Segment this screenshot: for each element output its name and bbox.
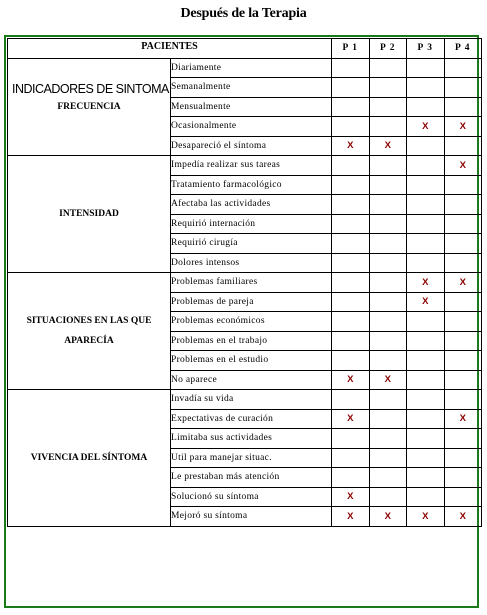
mark-cell-p4: [444, 292, 482, 312]
indicator-label: Problemas en el trabajo: [171, 331, 332, 351]
mark-cell-p2: [369, 409, 407, 429]
mark-cell-p2: [369, 97, 407, 117]
mark-cell-p3: X: [407, 273, 445, 293]
mark-cell-p2: [369, 312, 407, 332]
mark-cell-p3: [407, 468, 445, 488]
mark-cell-p2: [369, 117, 407, 137]
indicator-label: Limitaba sus actividades: [171, 429, 332, 449]
group-label: SITUACIONES EN LAS QUE APARECÍA: [8, 273, 171, 390]
mark-cell-p4: [444, 390, 482, 410]
mark-cell-p2: [369, 468, 407, 488]
mark-cell-p4: [444, 331, 482, 351]
mark-cell-p1: [332, 468, 370, 488]
mark-cell-p2: [369, 429, 407, 449]
indicator-label: Ocasionalmente: [171, 117, 332, 137]
mark-cell-p1: [332, 351, 370, 371]
mark-cell-p2: X: [369, 507, 407, 527]
mark-cell-p2: X: [369, 136, 407, 156]
indicator-label: Util para manejar situac.: [171, 448, 332, 468]
mark-cell-p1: X: [332, 136, 370, 156]
mark-cell-p3: [407, 390, 445, 410]
indicator-label: Afectaba las actividades: [171, 195, 332, 215]
indicator-label: Solucionó su síntoma: [171, 487, 332, 507]
symptom-table: [7, 38, 482, 527]
mark-cell-p3: [407, 175, 445, 195]
mark-cell-p3: [407, 351, 445, 371]
mark-cell-p3: [407, 448, 445, 468]
mark-cell-p4: [444, 351, 482, 371]
mark-cell-p4: [444, 468, 482, 488]
mark-cell-p1: X: [332, 507, 370, 527]
mark-cell-p4: [444, 253, 482, 273]
indicator-label: Semanalmente: [171, 78, 332, 98]
indicadores-label: INDICADORES DE SINTOMA: [12, 82, 169, 96]
mark-cell-p1: X: [332, 487, 370, 507]
header-row: [8, 39, 482, 59]
mark-cell-p4: [444, 78, 482, 98]
mark-cell-p2: [369, 214, 407, 234]
table-row: [8, 156, 482, 176]
mark-cell-p2: [369, 448, 407, 468]
mark-cell-p4: [444, 58, 482, 78]
mark-cell-p3: [407, 97, 445, 117]
mark-cell-p1: [332, 292, 370, 312]
patient-header-p3: P 3: [407, 39, 445, 59]
mark-cell-p1: [332, 390, 370, 410]
mark-cell-p4: [444, 195, 482, 215]
mark-cell-p2: [369, 273, 407, 293]
mark-cell-p4: [444, 214, 482, 234]
indicator-label: Expectativas de curación: [171, 409, 332, 429]
mark-cell-p1: [332, 156, 370, 176]
mark-cell-p2: [369, 58, 407, 78]
mark-cell-p3: [407, 195, 445, 215]
mark-cell-p4: [444, 429, 482, 449]
mark-cell-p3: X: [407, 117, 445, 137]
mark-cell-p1: [332, 429, 370, 449]
mark-cell-p1: X: [332, 409, 370, 429]
indicator-label: Problemas familiares: [171, 273, 332, 293]
indicator-label: No aparece: [171, 370, 332, 390]
mark-cell-p4: X: [444, 156, 482, 176]
mark-cell-p1: [332, 195, 370, 215]
mark-cell-p3: [407, 214, 445, 234]
mark-cell-p3: [407, 234, 445, 254]
mark-cell-p3: [407, 429, 445, 449]
mark-cell-p3: [407, 487, 445, 507]
group-label: FRECUENCIA: [8, 58, 171, 156]
mark-cell-p1: [332, 117, 370, 137]
group-label: VIVENCIA DEL SÍNTOMA: [8, 390, 171, 527]
mark-cell-p1: [332, 214, 370, 234]
indicator-label: Problemas económicos: [171, 312, 332, 332]
mark-cell-p2: [369, 253, 407, 273]
mark-cell-p3: X: [407, 507, 445, 527]
mark-cell-p1: [332, 234, 370, 254]
mark-cell-p4: X: [444, 507, 482, 527]
mark-cell-p2: [369, 331, 407, 351]
patient-header-p1: P 1: [332, 39, 370, 59]
mark-cell-p3: X: [407, 292, 445, 312]
mark-cell-p1: [332, 58, 370, 78]
table-row: [8, 273, 482, 293]
indicator-label: Problemas de pareja: [171, 292, 332, 312]
mark-cell-p1: [332, 448, 370, 468]
mark-cell-p3: [407, 253, 445, 273]
indicator-label: Mensualmente: [171, 97, 332, 117]
mark-cell-p2: [369, 156, 407, 176]
mark-cell-p4: [444, 448, 482, 468]
mark-cell-p2: [369, 195, 407, 215]
indicator-label: Impedía realizar sus tareas: [171, 156, 332, 176]
mark-cell-p2: [369, 292, 407, 312]
mark-cell-p2: [369, 234, 407, 254]
mark-cell-p2: X: [369, 370, 407, 390]
mark-cell-p4: [444, 97, 482, 117]
indicator-label: Invadía su vida: [171, 390, 332, 410]
indicator-label: Desapareció el síntoma: [171, 136, 332, 156]
mark-cell-p1: [332, 78, 370, 98]
indicator-label: Mejoró su síntoma: [171, 507, 332, 527]
mark-cell-p1: [332, 312, 370, 332]
mark-cell-p1: [332, 175, 370, 195]
mark-cell-p2: [369, 175, 407, 195]
pacientes-label: PACIENTES: [141, 41, 198, 52]
table-row: [8, 58, 482, 78]
mark-cell-p3: [407, 312, 445, 332]
mark-cell-p2: [369, 487, 407, 507]
mark-cell-p2: [369, 78, 407, 98]
indicator-label: Diariamente: [171, 58, 332, 78]
group-label: INTENSIDAD: [8, 156, 171, 273]
indicator-label: Requirió cirugía: [171, 234, 332, 254]
indicator-label: Tratamiento farmacológico: [171, 175, 332, 195]
mark-cell-p3: [407, 78, 445, 98]
mark-cell-p1: [332, 253, 370, 273]
indicator-label: Requirió internación: [171, 214, 332, 234]
mark-cell-p1: [332, 273, 370, 293]
mark-cell-p4: [444, 370, 482, 390]
mark-cell-p4: [444, 487, 482, 507]
mark-cell-p3: [407, 156, 445, 176]
indicator-label: Problemas en el estudio: [171, 351, 332, 371]
mark-cell-p3: [407, 58, 445, 78]
table-row: [8, 390, 482, 410]
indicator-label: Dolores intensos: [171, 253, 332, 273]
patient-header-p4: P 4: [444, 39, 482, 59]
mark-cell-p3: [407, 331, 445, 351]
mark-cell-p4: [444, 175, 482, 195]
mark-cell-p4: [444, 312, 482, 332]
mark-cell-p2: [369, 351, 407, 371]
mark-cell-p2: [369, 390, 407, 410]
mark-cell-p1: [332, 331, 370, 351]
mark-cell-p4: X: [444, 409, 482, 429]
patient-header-p2: P 2: [369, 39, 407, 59]
mark-cell-p3: [407, 136, 445, 156]
mark-cell-p4: X: [444, 273, 482, 293]
mark-cell-p4: [444, 136, 482, 156]
indicator-label: Le prestaban más atención: [171, 468, 332, 488]
mark-cell-p3: [407, 370, 445, 390]
mark-cell-p4: X: [444, 117, 482, 137]
mark-cell-p3: [407, 409, 445, 429]
mark-cell-p4: [444, 234, 482, 254]
mark-cell-p1: X: [332, 370, 370, 390]
page-title: Después de la Terapia: [180, 6, 307, 21]
mark-cell-p1: [332, 97, 370, 117]
